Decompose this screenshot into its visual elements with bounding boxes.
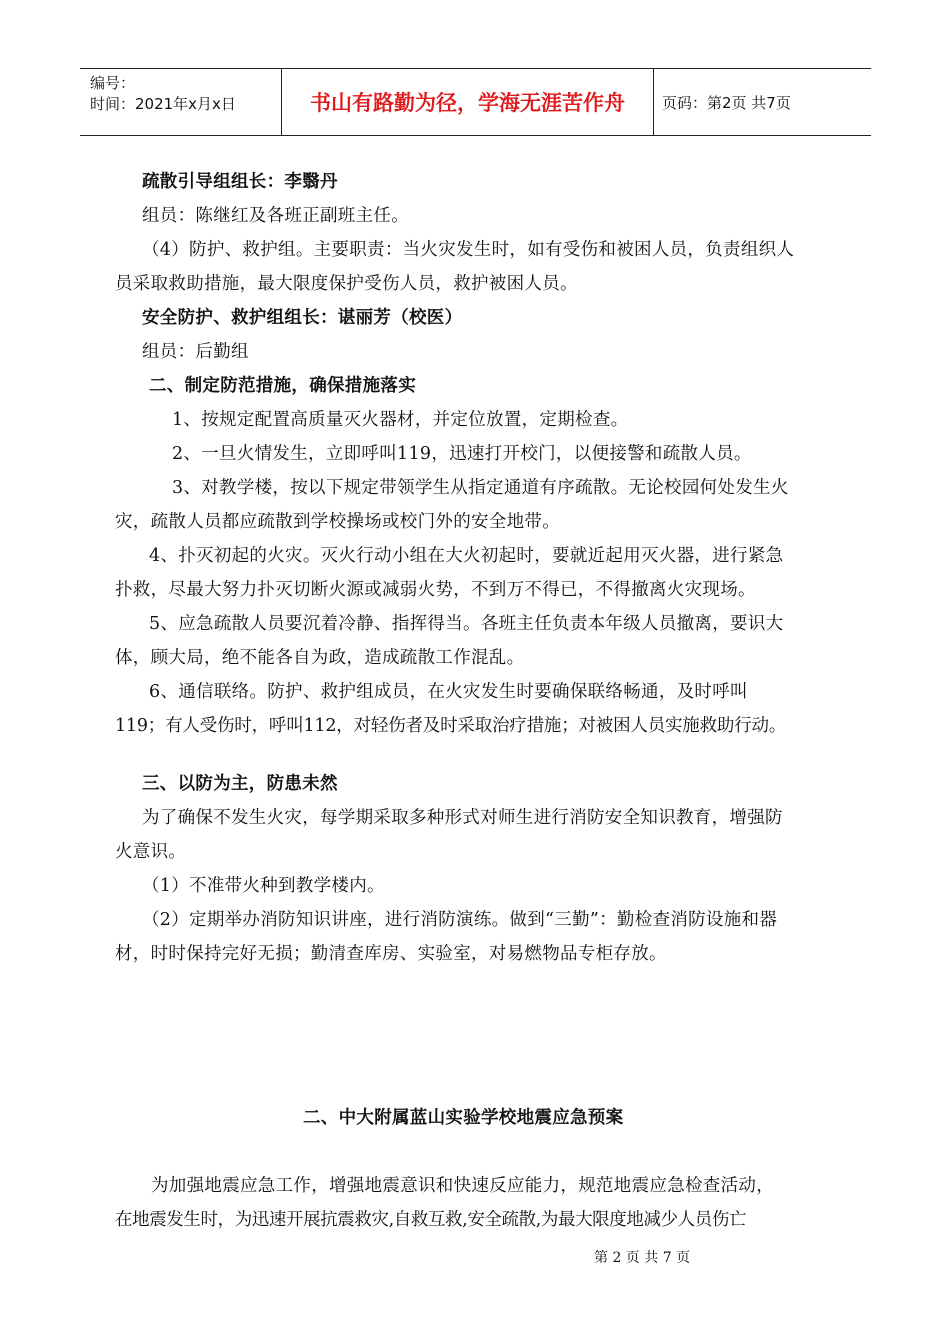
paragraph-line: 员采取救助措施，最大限度保护受伤人员，救护被困人员。 xyxy=(115,274,578,294)
number-label: 编号： xyxy=(90,74,136,92)
list-item: （1）不准带火种到教学楼内。 xyxy=(142,876,385,896)
list-item: 4、扑灭初起的火灾。灭火行动小组在大火初起时，要就近起用灭火器，进行紧急 xyxy=(149,546,784,566)
evacuation-group-leader: 疏散引导组组长：李翳丹 xyxy=(142,172,338,192)
document-header xyxy=(80,68,871,136)
list-item: 1、按规定配置高质量灭火器材，并定位放置，定期检查。 xyxy=(172,410,629,430)
list-item: （2）定期举办消防知识讲座，进行消防演练。做到“三勤”：勤检查消防设施和器 xyxy=(142,910,778,930)
paragraph-line: 在地震发生时，为迅速开展抗震救灾,自救互救,安全疏散,为最大限度地减少人员伤亡 xyxy=(115,1210,747,1230)
rescue-group-leader: 安全防护、救护组组长：谌丽芳（校医） xyxy=(142,308,463,328)
paragraph-line: 扑救，尽最大努力扑灭切断火源或减弱火势，不到万不得已，不得撤离火灾现场。 xyxy=(115,580,756,600)
document-section-title: 二、中大附属蓝山实验学校地震应急预案 xyxy=(303,1108,624,1128)
list-item: 5、应急疏散人员要沉着冷静、指挥得当。各班主任负责本年级人员撤离，要识大 xyxy=(149,614,784,634)
list-item: 3、对教学楼，按以下规定带领学生从指定通道有序疏散。无论校园何处发生火 xyxy=(172,478,789,498)
paragraph-line: 灾，疏散人员都应疏散到学校操场或校门外的安全地带。 xyxy=(115,512,560,532)
paragraph-line: 为了确保不发生火灾，每学期采取多种形式对师生进行消防安全知识教育，增强防 xyxy=(142,808,783,828)
paragraph-line: 材，时时保持完好无损；勤清查库房、实验室，对易燃物品专柜存放。 xyxy=(115,944,667,964)
section-heading: 三、以防为主，防患未然 xyxy=(142,774,338,794)
paragraph-line: 火意识。 xyxy=(115,842,187,862)
header-page-info: 页码：第2页 共7页 xyxy=(662,93,791,112)
header-motto: 书山有路勤为径，学海无涯苦作舟 xyxy=(282,69,654,135)
list-item: 6、通信联络。防护、救护组成员，在火灾发生时要确保联络畅通，及时呼叫 xyxy=(149,682,748,702)
evacuation-group-members: 组员：陈继红及各班正副班主任。 xyxy=(142,206,409,226)
time-label: 时间：2021年x月x日 xyxy=(90,95,236,113)
list-item: 2、一旦火情发生，立即呼叫119，迅速打开校门，以便接警和疏散人员。 xyxy=(172,444,752,464)
footer-page-number: 第 2 页 共 7 页 xyxy=(594,1250,691,1266)
header-meta xyxy=(80,69,282,135)
paragraph-line: 119；有人受伤时，呼叫112，对轻伤者及时采取治疗措施；对被困人员实施救助行动。 xyxy=(115,716,787,736)
rescue-group-members: 组员：后勤组 xyxy=(142,342,249,362)
paragraph-line: （4）防护、救护组。主要职责：当火灾发生时，如有受伤和被困人员，负责组织人 xyxy=(142,240,795,260)
paragraph-line: 为加强地震应急工作，增强地震意识和快速反应能力，规范地震应急检查活动， xyxy=(151,1176,774,1196)
section-heading: 二、制定防范措施，确保措施落实 xyxy=(149,376,416,396)
paragraph-line: 体，顾大局，绝不能各自为政，造成疏散工作混乱。 xyxy=(115,648,525,668)
